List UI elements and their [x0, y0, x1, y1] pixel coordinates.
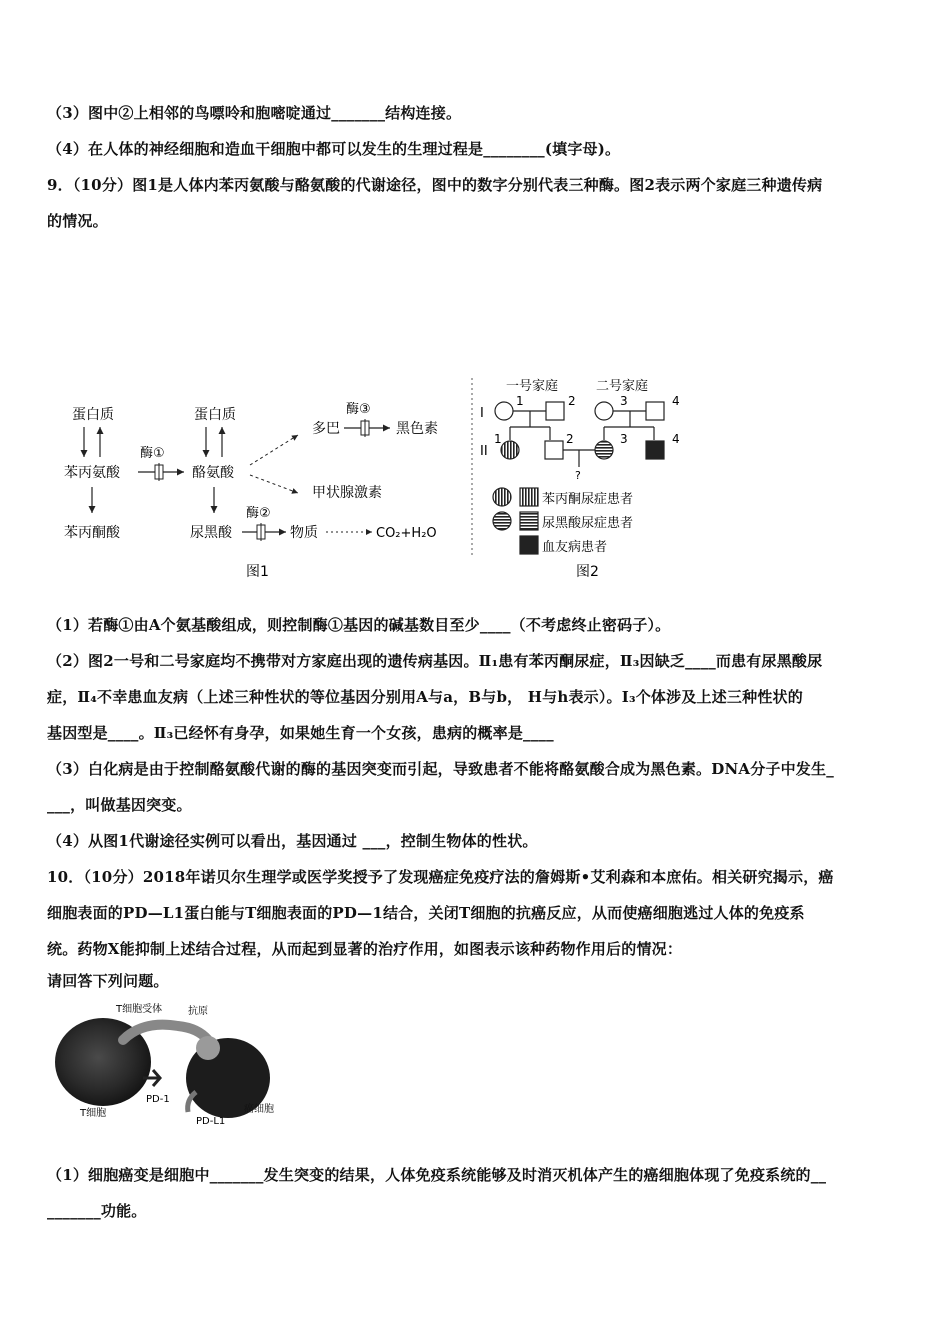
fig3-antigen: 抗原: [188, 1006, 208, 1017]
fig2-ii1: [501, 441, 519, 459]
fig2-label-ii2: 2: [566, 432, 574, 446]
fig3-t-receptor: T细胞受体: [116, 1004, 163, 1015]
q10-stem-line1: 10．（10分）2018年诺贝尔生理学或医学奖授予了发现癌症免疫疗法的詹姆斯•艾利森和本庶佑。相关研究揭示，癌: [47, 868, 834, 886]
fig1-protein-left: 蛋白质: [72, 407, 114, 423]
q9-part2-line2: 症，Ⅱ₄不幸患血友病（上述三种性状的等位基因分别用A与a，B与b， H与h表示）。I₃个体涉及上述三种性状的: [47, 688, 803, 706]
fig2-i4: [646, 402, 664, 420]
fig1-tyr: 酪氨酸: [192, 465, 234, 481]
q9-stem-line1: 9．（10分）图1是人体内苯丙氨酸与酪氨酸的代谢途径，图中的数字分别代表三种酶。图2表示两个家庭三种遗传病: [47, 176, 823, 194]
fig2-legend-hemophilia: 血友病患者: [542, 540, 608, 555]
q10-stem-line3: 统。药物X能抑制上述结合过程，从而起到显著的治疗作用，如图表示该种药物作用后的情况：: [47, 940, 683, 958]
q9-part4: （4）从图1代谢途径实例可以看出，基因通过 ___，控制生物体的性状。: [47, 832, 538, 850]
q10-part1-line1: （1）细胞癌变是细胞中_______发生突变的结果，人体免疫系统能够及时消灭机体产生的癌细胞体现了免疫系统的__: [47, 1166, 827, 1184]
fig1-enzyme1: 酶①: [140, 446, 165, 461]
fig2-legend-alkaptonuria: 尿黑酸尿症患者: [542, 516, 634, 531]
q9-part1: （1）若酶①由A个氨基酸组成，则控制酶①基因的碱基数目至少____（不考虑终止密码子）。: [47, 616, 671, 634]
q10-part1-line2: _______功能。: [47, 1202, 147, 1220]
fig1-substance: 物质: [290, 525, 318, 541]
fig2-gen1: I: [480, 406, 484, 421]
q9-part2-line1: （2）图2一号和二号家庭均不携带对方家庭出现的遗传病基因。Ⅱ₁患有苯丙酮尿症，Ⅱ₃因缺乏____而患有尿黑酸尿: [47, 652, 823, 670]
fig3-pdl1: PD-L1: [196, 1116, 226, 1127]
q10-prompt: 请回答下列问题。: [47, 972, 169, 990]
fig1-ppa: 苯丙酮酸: [64, 525, 120, 541]
fig2-label-i4: 4: [672, 394, 680, 408]
fig2-i2: [546, 402, 564, 420]
fig1-products: CO₂+H₂O: [376, 526, 437, 541]
fig1-enzyme3: 酶③: [346, 402, 371, 417]
fig2-caption: 图2: [576, 564, 599, 580]
fig1-hga: 尿黑酸: [190, 525, 232, 541]
fig1-dopa: 多巴: [312, 421, 340, 437]
fig2-gen2: II: [480, 444, 488, 459]
q9-part2-line3: 基因型是____。Ⅱ₃已经怀有身孕，如果她生育一个女孩，患病的概率是____: [47, 724, 554, 742]
fig1-protein-right: 蛋白质: [194, 407, 236, 423]
fig2-label-ii1: 1: [494, 432, 502, 446]
fig2-label-ii3: 3: [620, 432, 628, 446]
fig2-i1: [495, 402, 513, 420]
fig2-label-i2: 2: [568, 394, 576, 408]
fig2-ii3: [595, 441, 613, 459]
figure-2-pedigree: [474, 375, 714, 585]
fig2-ii4: [646, 441, 664, 459]
q9-part3-line1: （3）白化病是由于控制酪氨酸代谢的酶的基因突变而引起，导致患者不能将酪氨酸合成为黑色素。DNA分子中发生_: [47, 760, 834, 778]
q9-stem-line2: 的情况。: [47, 212, 108, 230]
fig2-i3: [595, 402, 613, 420]
fig2-legend-pku: 苯丙酮尿症患者: [542, 492, 634, 507]
q9-part3-line2: ___，叫做基因突变。: [47, 796, 192, 814]
figure-1-metabolic-pathway: [60, 395, 460, 585]
fig2-question: ?: [575, 469, 581, 482]
q10-stem-line2: 细胞表面的PD—L1蛋白能与T细胞表面的PD—1结合，关闭T细胞的抗癌反应，从而使癌细胞逃过人体的免疫系: [47, 904, 805, 922]
fig3-pd1: PD-1: [146, 1094, 170, 1105]
figure-3-tcell-cancer: [48, 1000, 288, 1130]
fig2-family1: 一号家庭: [506, 379, 559, 394]
fig3-cancer-cell: 癌细胞: [244, 1104, 274, 1115]
fig2-label-i1: 1: [516, 394, 524, 408]
fig1-thyroxine: 甲状腺激素: [312, 485, 382, 501]
fig3-t-cell: T细胞: [80, 1108, 107, 1119]
fig2-label-i3: 3: [620, 394, 628, 408]
fig2-label-ii4: 4: [672, 432, 680, 446]
fig2-ii2: [545, 441, 563, 459]
q8-part4: （4）在人体的神经细胞和造血干细胞中都可以发生的生理过程是________(填字母)。: [47, 140, 621, 158]
fig2-family2: 二号家庭: [596, 379, 649, 394]
fig1-caption: 图1: [246, 564, 269, 580]
q8-part3: （3）图中②上相邻的鸟嘌呤和胞嘧啶通过_______结构连接。: [47, 104, 462, 122]
fig1-enzyme2: 酶②: [246, 506, 271, 521]
fig1-melanin: 黑色素: [396, 421, 438, 437]
fig1-phe: 苯丙氨酸: [64, 465, 120, 481]
